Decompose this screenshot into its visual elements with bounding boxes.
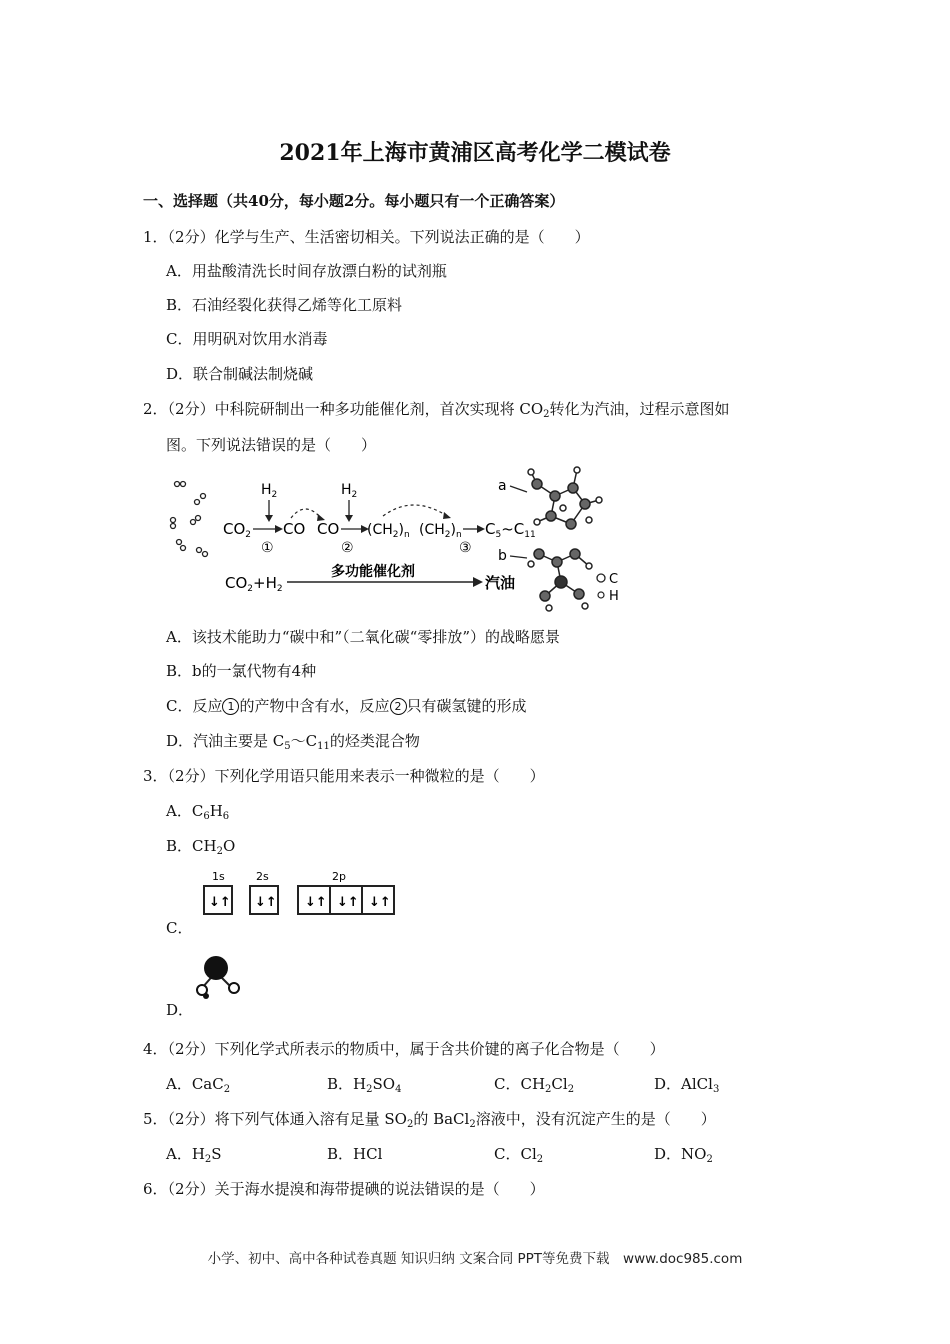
question-3-option-c: C． — [166, 919, 193, 937]
h2-label-1: $H_2$ — [261, 482, 278, 500]
step-1-marker: ① — [261, 540, 274, 556]
legend-hydrogen: H — [609, 589, 619, 604]
question-4-option-a: A．CaC$_2$ — [166, 1075, 231, 1095]
question-2-stem-line2: 图。下列说法错误的是（ ） — [166, 436, 377, 454]
question-2-stem-line1: 2．（2分）中科院研制出一种多功能催化剂，首次实现将 $CO_2$转化为汽油，过程示意图如 — [143, 400, 730, 420]
orbital-1s-label: 1s — [212, 870, 225, 883]
question-1-stem: 1．（2分）化学与生产、生活密切相关。下列说法正确的是（ ） — [143, 228, 590, 246]
legend-carbon: C — [609, 572, 619, 587]
question-3-stem: 3．（2分）下列化学用语只能用来表示一种微粒的是（ ） — [143, 767, 545, 785]
question-5-option-c: C．$Cl_2$ — [494, 1145, 544, 1165]
orbital-2p1-spin: ↓↑ — [305, 895, 327, 910]
orbital-2s-spin: ↓↑ — [255, 895, 277, 910]
overall-reactants: $CO_2+H_2$ — [225, 574, 283, 594]
question-1-option-d: D．联合制碱法制烧碱 — [166, 365, 314, 383]
question-6-stem: 6．（2分）关于海水提溴和海带提碘的说法错误的是（ ） — [143, 1180, 545, 1198]
catalyst-label: 多功能催化剂 — [331, 564, 415, 580]
orbital-diagram — [196, 868, 402, 920]
co-reactant-2: CO — [317, 520, 340, 538]
step-3-marker: ③ — [459, 540, 472, 556]
section-heading: 一、选择题（共40分，每小题2分。每小题只有一个正确答案） — [143, 192, 565, 210]
co2-molecules-cluster — [171, 482, 208, 557]
co2-to-gasoline-diagram — [165, 462, 635, 612]
orbital-2p3-spin: ↓↑ — [369, 895, 391, 910]
question-5-option-a: A．$H_2S$ — [166, 1145, 222, 1165]
orbital-2p2-spin: ↓↑ — [337, 895, 359, 910]
molecule-b-label: b — [498, 548, 507, 564]
question-4-option-d: D．AlCl$_3$ — [654, 1075, 720, 1095]
molecule-a-model — [528, 467, 602, 529]
co-product-1: CO — [283, 520, 306, 538]
c5-c11-product: $C_5\sim C_{11}$ — [485, 520, 536, 540]
water-molecule-model — [192, 950, 248, 1002]
question-4-stem: 4．（2分）下列化学式所表示的物质中，属于含共价键的离子化合物是（ ） — [143, 1040, 665, 1058]
orbital-2s-label: 2s — [256, 870, 269, 883]
molecule-a-label: a — [498, 478, 507, 494]
question-4-option-c: C．$CH_2Cl_2$ — [494, 1075, 575, 1095]
question-3-option-b: B．$CH_2O$ — [166, 837, 236, 857]
reaction-1-marker: 1 — [222, 698, 239, 715]
question-5-stem: 5．（2分）将下列气体通入溶有足量 $SO_2$的 BaCl$_2$溶液中，没有沉淀产生的是（ ） — [143, 1110, 716, 1130]
question-2-option-c: C．反应 1 的产物中含有水，反应 2 只有碳氢键的形成 — [166, 697, 527, 715]
question-2-option-d: D．汽油主要是 $C_5\sim C_{11}$的烃类混合物 — [166, 732, 420, 752]
ch2n-intermediate-1: $(CH_2)_n$ — [367, 522, 410, 540]
question-1-option-a: A．用盐酸清洗长时间存放漂白粉的试剂瓶 — [166, 262, 447, 280]
question-5-option-b: B．HCl — [327, 1145, 383, 1163]
gasoline-label: 汽油 — [485, 574, 516, 592]
molecule-b-model — [528, 549, 592, 611]
question-4-option-b: B．$H_2SO_4$ — [327, 1075, 402, 1095]
reaction-2-marker: 2 — [390, 698, 407, 715]
orbital-2p-label: 2p — [332, 870, 346, 883]
question-3-option-d: D． — [166, 1001, 194, 1019]
orbital-1s-spin: ↓↑ — [209, 895, 231, 910]
question-3-option-a: A．$C_6H_6$ — [166, 802, 230, 822]
question-2-option-a: A．该技术能助力“碳中和”（二氧化碳“零排放”）的战略愿景 — [166, 628, 561, 646]
page-title: 2021年上海市黄浦区高考化学二模试卷 — [279, 140, 671, 166]
h2-label-2: $H_2$ — [341, 482, 358, 500]
ch2n-intermediate-2: $(CH_2)_n$ — [419, 522, 462, 540]
page-footer: 小学、初中、高中各种试卷真题 知识归纳 文案合同 PPT等免费下载 www.doc985.com — [207, 1251, 743, 1267]
question-2-option-b: B．b的一氯代物有4种 — [166, 662, 317, 680]
question-1-option-b: B．石油经裂化获得乙烯等化工原料 — [166, 296, 403, 314]
question-1-option-c: C．用明矾对饮用水消毒 — [166, 330, 328, 348]
co2-reactant: $CO_2$ — [223, 520, 252, 540]
question-5-option-d: D．$NO_2$ — [654, 1145, 713, 1165]
step-2-marker: ② — [341, 540, 354, 556]
